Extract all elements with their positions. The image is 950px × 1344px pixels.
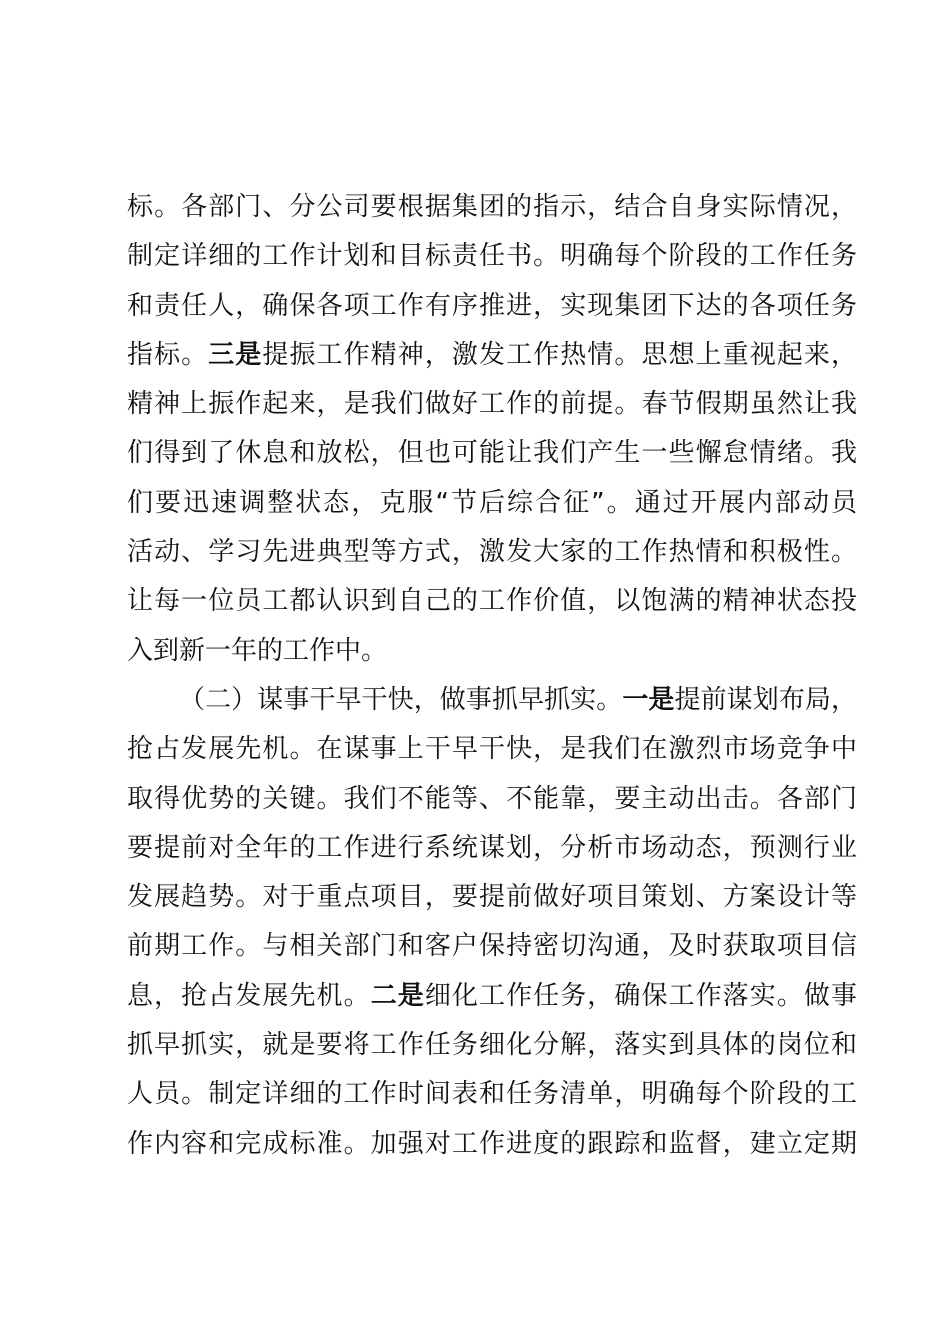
text-run: 入到新一年的工作中。	[127, 635, 388, 666]
text-line	[127, 775, 857, 824]
text-run: 制定详细的工作计划和目标责任书。明确每个阶段的工作任务	[127, 241, 857, 272]
text-line	[127, 873, 857, 922]
text-line	[127, 1120, 857, 1169]
text-line	[127, 282, 857, 331]
text-run: 作内容和完成标准。加强对工作进度的跟踪和监督，建立定期	[127, 1128, 857, 1159]
text-line	[127, 1070, 857, 1119]
text-line	[127, 676, 857, 725]
text-run: 提振工作精神，激发工作热情。思想上重视起来，	[262, 339, 857, 370]
body-text	[127, 183, 857, 1169]
text-run: 指标。	[127, 339, 209, 370]
text-run: 息，抢占发展先机。	[127, 980, 371, 1011]
text-line	[127, 429, 857, 478]
bold-lead: 一是	[622, 684, 675, 715]
text-run: （二）谋事干早干快，做事抓早抓实。	[179, 684, 623, 715]
text-line	[127, 725, 857, 774]
text-line	[127, 824, 857, 873]
text-run: 要提前对全年的工作进行系统谋划，分析市场动态，预测行业	[127, 832, 857, 863]
text-run: 细化工作任务，确保工作落实。做事	[424, 980, 857, 1011]
text-line	[127, 1021, 857, 1070]
text-run: 们要迅速调整状态，克服“节后综合征”。通过开展内部动员	[127, 487, 857, 518]
text-run: 抓早抓实，就是要将工作任务细化分解，落实到具体的岗位和	[127, 1030, 857, 1061]
text-run: 前期工作。与相关部门和客户保持密切沟通，及时获取项目信	[127, 931, 857, 962]
text-run: 标。各部门、分公司要根据集团的指示，结合自身实际情况，	[127, 192, 857, 222]
text-line	[127, 627, 857, 676]
text-run: 取得优势的关键。我们不能等、不能靠，要主动出击。各部门	[127, 783, 857, 814]
text-line	[127, 972, 857, 1021]
text-run: 活动、学习先进典型等方式，激发大家的工作热情和积极性。	[127, 537, 857, 568]
text-line	[127, 232, 857, 281]
text-line	[127, 380, 857, 429]
text-line	[127, 577, 857, 626]
text-run: 人员。制定详细的工作时间表和任务清单，明确每个阶段的工	[127, 1079, 857, 1110]
text-line	[127, 183, 857, 232]
text-line	[127, 479, 857, 528]
text-run: 和责任人，确保各项工作有序推进，实现集团下达的各项任务	[127, 290, 857, 321]
text-run: 提前谋划布局，	[674, 684, 857, 715]
text-line	[127, 922, 857, 971]
bold-lead: 三是	[208, 339, 263, 370]
text-run: 让每一位员工都认识到自己的工作价值，以饱满的精神状态投	[127, 586, 857, 617]
text-line	[127, 331, 857, 380]
text-line	[127, 528, 857, 577]
bold-lead: 二是	[370, 980, 425, 1011]
text-run: 们得到了休息和放松，但也可能让我们产生一些懈怠情绪。我	[127, 438, 857, 469]
text-run: 发展趋势。对于重点项目，要提前做好项目策划、方案设计等	[127, 882, 857, 913]
text-run: 抢占发展先机。在谋事上干早干快，是我们在激烈市场竞争中	[127, 734, 857, 765]
text-run: 精神上振作起来，是我们做好工作的前提。春节假期虽然让我	[127, 389, 857, 420]
